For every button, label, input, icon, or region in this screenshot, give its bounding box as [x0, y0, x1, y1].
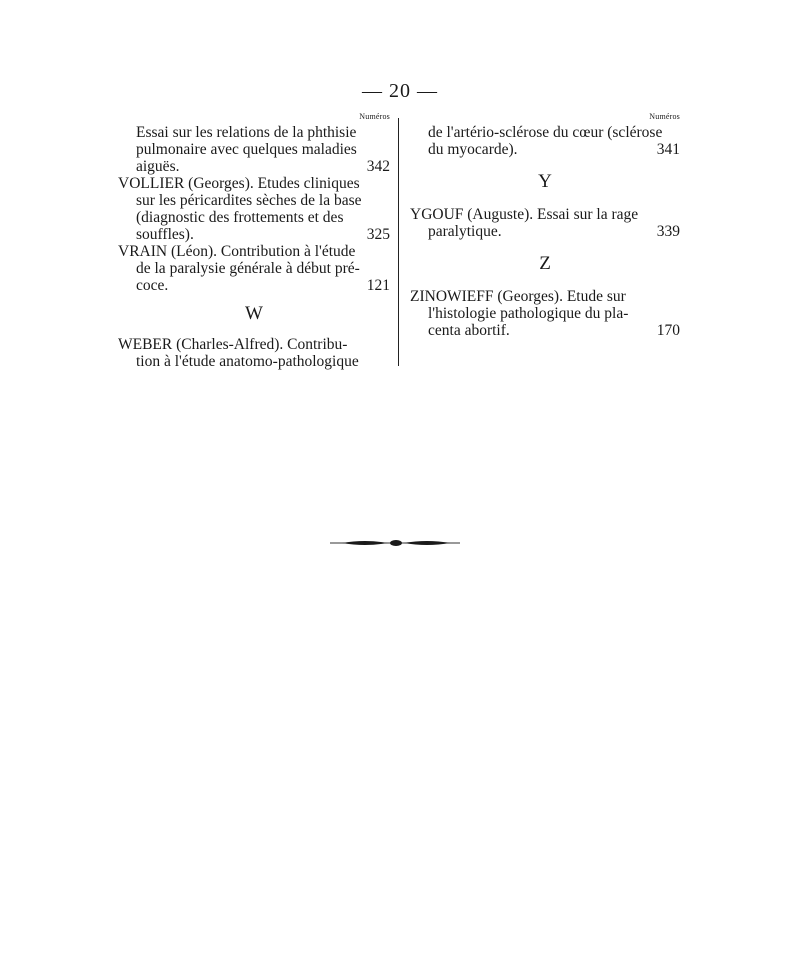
- left-column: [118, 112, 390, 370]
- entry-line: VRAIN (Léon). Contribution à l'étude: [118, 243, 356, 260]
- entry-number: 342: [366, 158, 390, 175]
- entry-number: 325: [366, 226, 390, 243]
- right-column: [410, 112, 680, 339]
- entry-line: l'histologie pathologique du pla-: [428, 305, 629, 322]
- entry-line: ZINOWIEFF (Georges). Etude sur: [410, 288, 626, 305]
- entry-number: 121: [366, 277, 390, 294]
- entry-line: de l'artério-sclérose du cœur (sclérose: [428, 124, 663, 141]
- section-letter-w: W: [245, 303, 263, 324]
- entry-line: pulmonaire avec quelques maladies: [136, 141, 357, 158]
- entry-line: VOLLIER (Georges). Etudes cliniques: [118, 175, 360, 192]
- index-entry: [410, 206, 680, 240]
- entry-number: 339: [656, 223, 680, 240]
- entry-line: Essai sur les relations de la phthisie: [136, 124, 357, 141]
- entry-line: tion à l'étude anatomo-pathologique: [136, 353, 359, 370]
- numeros-header-right: Numéros: [649, 112, 680, 121]
- ornament-divider: [330, 537, 460, 549]
- index-entry: [410, 124, 680, 158]
- entry-line: coce.: [136, 277, 169, 294]
- column-divider: [398, 118, 399, 366]
- entry-line: paralytique.: [428, 223, 502, 240]
- numeros-header-left: Numéros: [359, 112, 390, 121]
- section-letter-z: Z: [539, 253, 551, 274]
- entry-line: WEBER (Charles-Alfred). Contribu-: [118, 336, 348, 353]
- entry-line: YGOUF (Auguste). Essai sur la rage: [410, 206, 639, 223]
- entry-number: 341: [656, 141, 680, 158]
- entry-line: sur les péricardites sèches de la base: [136, 192, 362, 209]
- index-entry: [410, 288, 680, 339]
- page-number: — 20 —: [362, 80, 438, 102]
- entry-line: aiguës.: [136, 158, 180, 175]
- index-entry: [118, 124, 390, 175]
- index-entry: [118, 175, 390, 243]
- entry-line: du myocarde).: [428, 141, 518, 158]
- index-entry: [118, 336, 390, 370]
- section-letter-y: Y: [538, 171, 552, 192]
- index-entry: [118, 243, 390, 294]
- entry-line: souffles).: [136, 226, 194, 243]
- entry-line: (diagnostic des frottements et des: [136, 209, 344, 226]
- entry-line: de la paralysie générale à début pré-: [136, 260, 360, 277]
- entry-line: centa abortif.: [428, 322, 510, 339]
- entry-number: 170: [656, 322, 680, 339]
